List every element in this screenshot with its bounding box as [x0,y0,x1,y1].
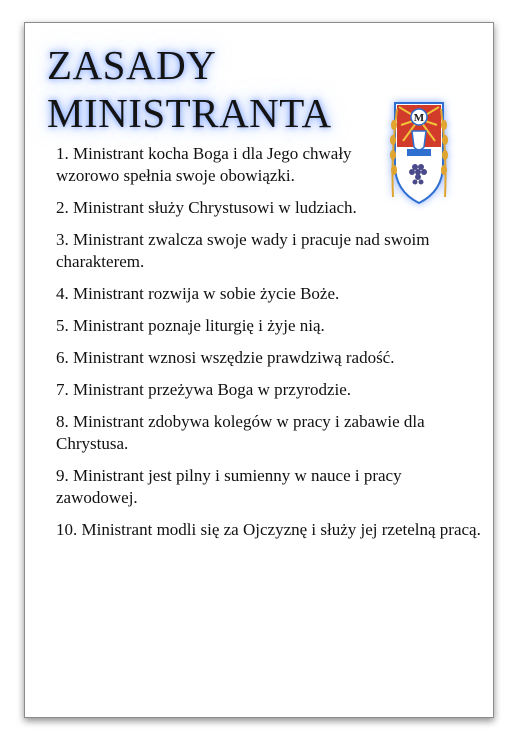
rule-item: 10. Ministrant modli się za Ojczyznę i służy jej rzetelną pracą. [56,520,481,539]
title-line-1: ZASADY [47,42,217,88]
rule-item: 5. Ministrant poznaje liturgię i żyje nią. [56,316,325,335]
rule-item: 8. Ministrant zdobywa kolegów w pracy i zabawie dla Chrystusa. [56,412,425,453]
rule-item: 9. Ministrant jest pilny i sumienny w nauce i pracy zawodowej. [56,466,402,507]
rule-item: 7. Ministrant przeżywa Boga w przyrodzie. [56,380,352,399]
rule-item: 4. Ministrant rozwija w sobie życie Boże. [56,284,340,303]
svg-text:M: M [413,112,425,124]
rules-list [56,143,486,551]
rule-item: 2. Ministrant służy Chrystusowi w ludziach. [56,198,357,217]
rule-item: 3. Ministrant zwalcza swoje wady i pracuje nad swoim charakterem. [56,230,430,271]
rule-item: 6. Ministrant wznosi wszędzie prawdziwą radość. [56,348,395,367]
document-page [24,22,494,718]
title-line-2: MINISTRANTA [47,90,332,136]
page-title [47,41,332,137]
rule-item: 1. Ministrant kocha Boga i dla Jego chwały wzorowo spełnia swoje obowiązki. [56,144,352,185]
